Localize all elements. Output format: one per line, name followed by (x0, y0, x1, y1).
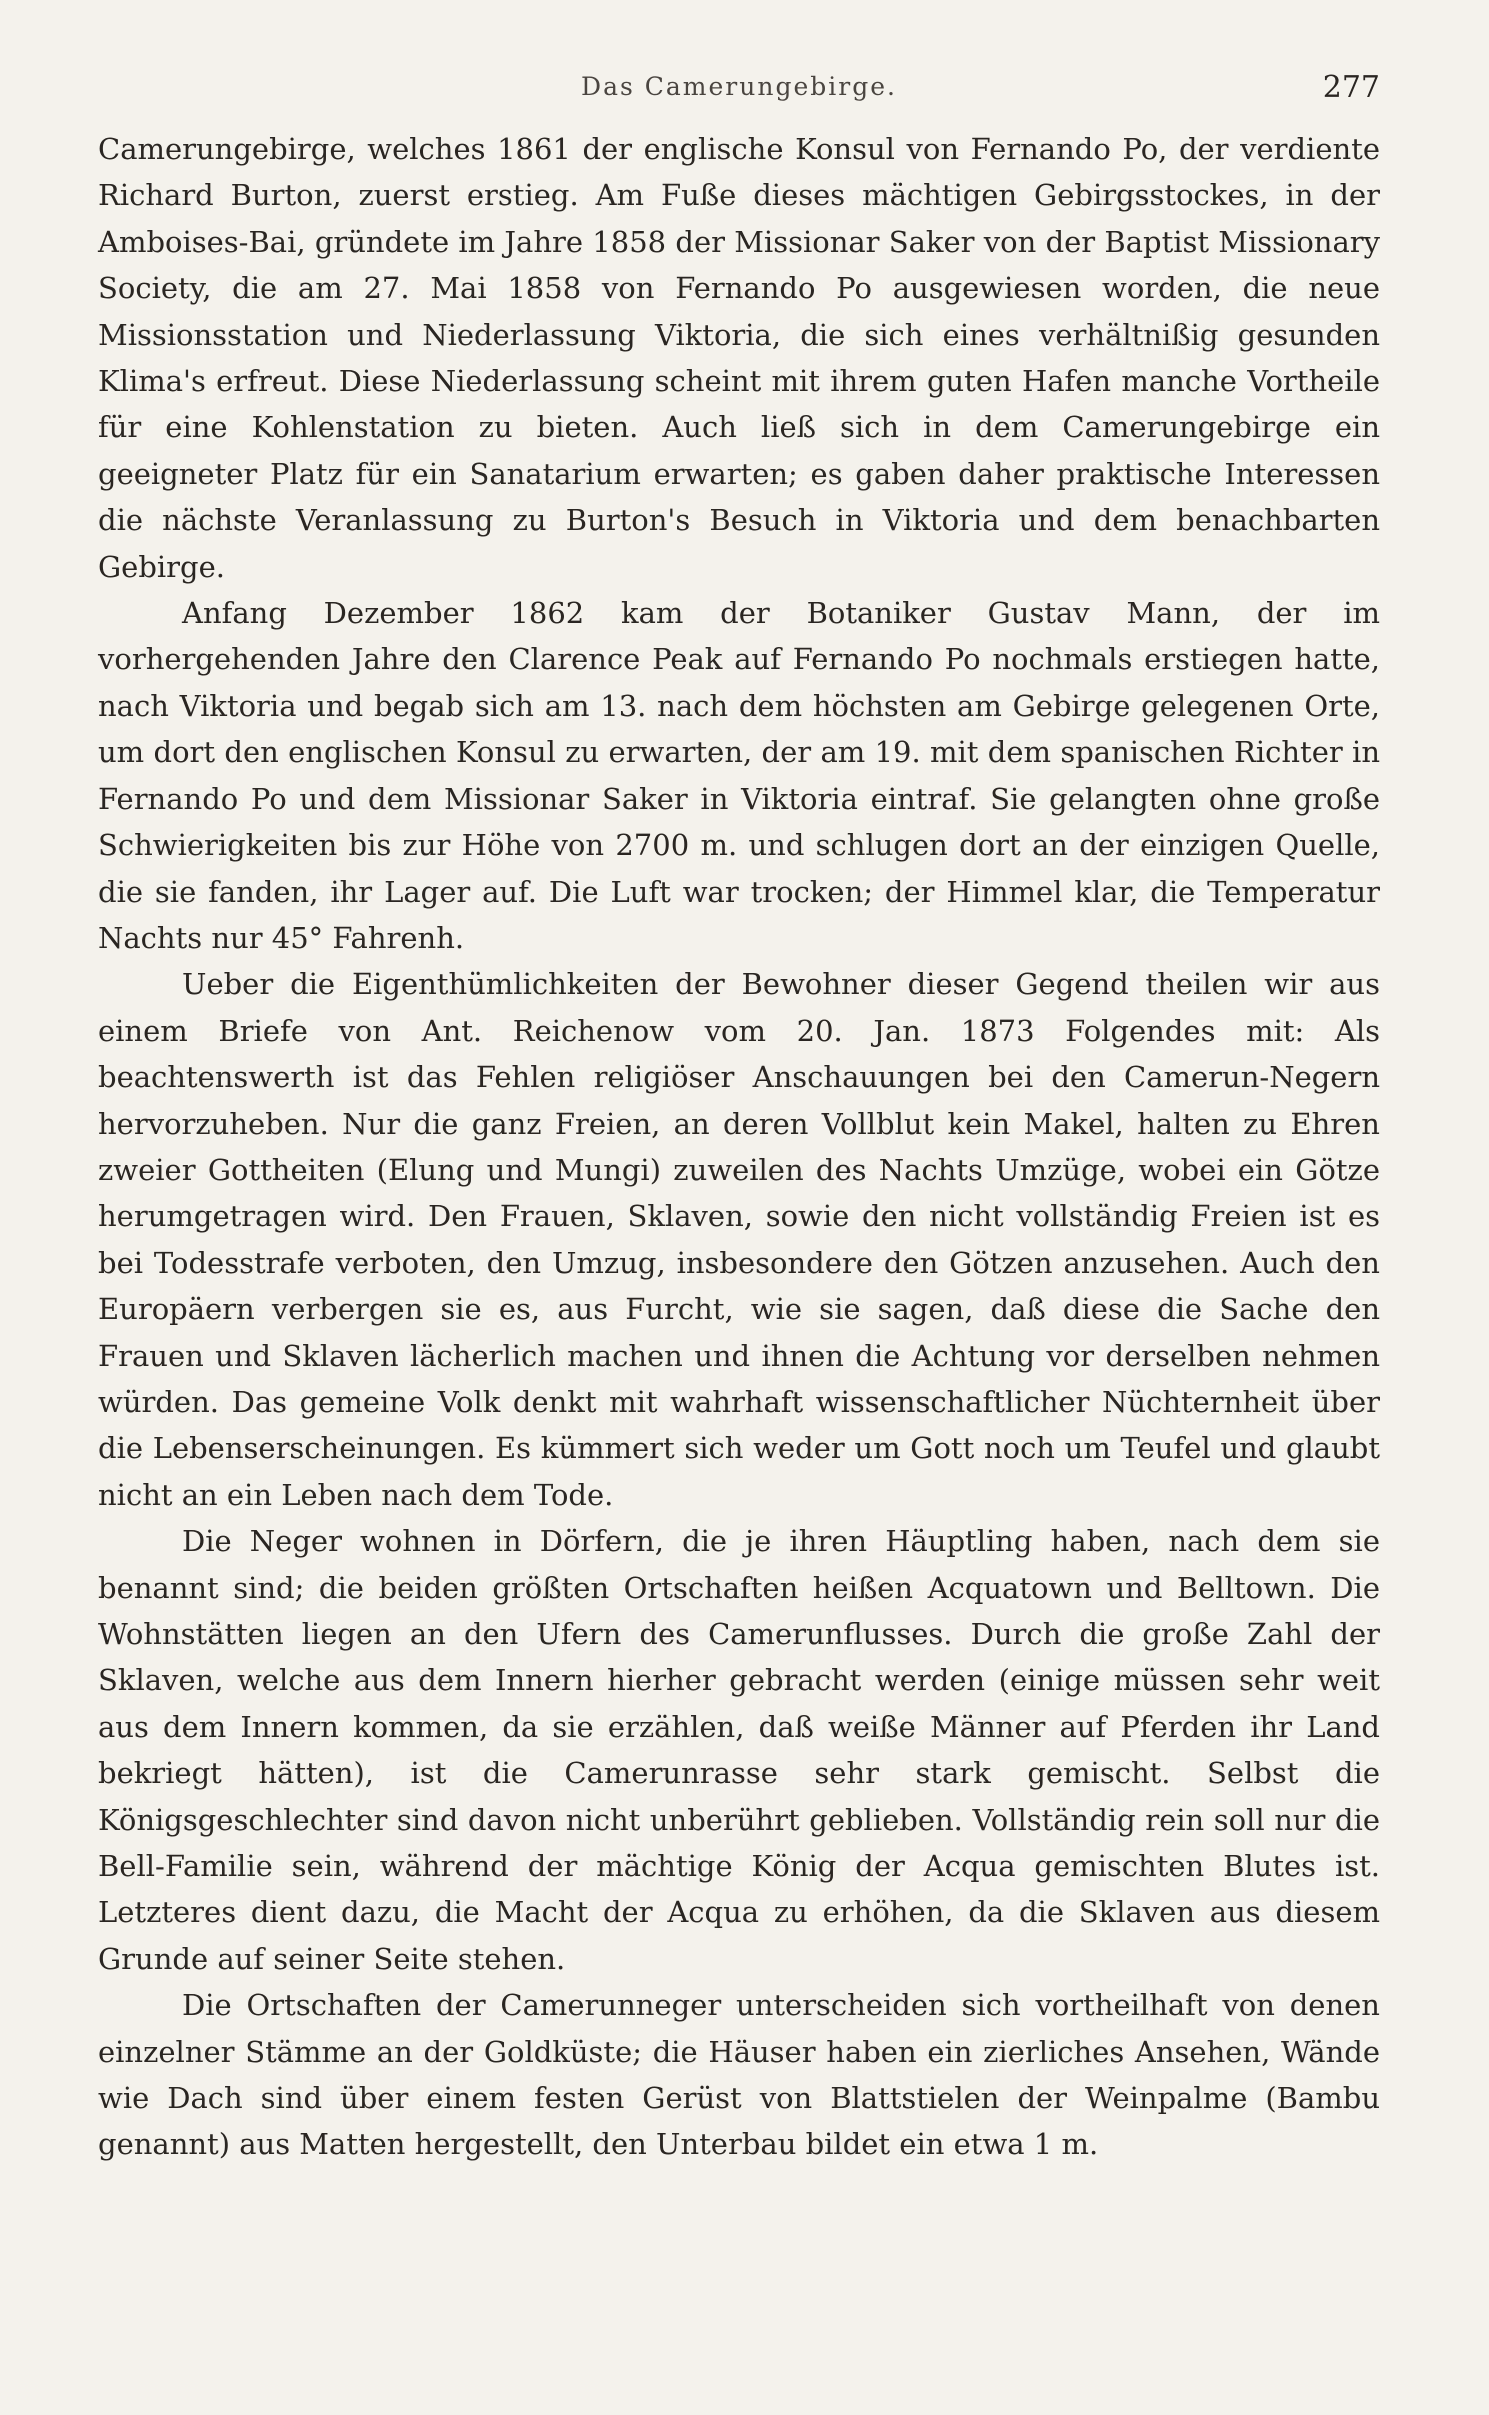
book-page (98, 62, 1380, 2168)
paragraph-camerungebirge-ascent: Camerungebirge, welches 1861 der englische Konsul von Fernando Po, der verdiente Richard Burton, zuerst erstieg. Am Fuße dieses mächtigen Gebirgsstockes, in der Amboises-Bai, gründete im Jahre 1858 der Missionar Saker von der Baptist Missionary Society, die am 27. Mai 1858 von Fernando Po ausgewiesen worden, die neue Missionsstation und Niederlassung Viktoria, die sich eines verhältnißig gesunden Klima's erfreut. Diese Niederlassung scheint mit ihrem guten Hafen manche Vortheile für eine Kohlenstation zu bieten. Auch ließ sich in dem Camerungebirge ein geeigneter Platz für ein Sanatarium erwarten; es gaben daher praktische Interessen die nächste Veranlassung zu Burton's Besuch in Viktoria und dem benachbarten Gebirge. (98, 132, 1380, 584)
page-number: 277 (1322, 70, 1380, 105)
paragraph-inhabitants-religion: Ueber die Eigenthümlichkeiten der Bewohner dieser Gegend theilen wir aus einem Briefe von Ant. Reichenow vom 20. Jan. 1873 Folgendes mit: Als beachtenswerth ist das Fehlen religiöser Anschauungen bei den Camerun-Negern hervorzuheben. Nur die ganz Freien, an deren Vollblut kein Makel, halten zu Ehren zweier Gottheiten (Elung und Mungi) zuweilen des Nachts Umzüge, wobei ein Götze herumgetragen wird. Den Frauen, Sklaven, sowie den nicht vollständig Freien ist es bei Todesstrafe verboten, den Umzug, insbesondere den Götzen anzusehen. Auch den Europäern verbergen sie es, aus Furcht, wie sie sagen, daß diese die Sache den Frauen und Sklaven lächerlich machen und ihnen die Achtung vor derselben nehmen würden. Das gemeine Volk denkt mit wahrhaft wissenschaftlicher Nüchternheit über die Lebenserscheinungen. Es kümmert sich weder um Gott noch um Teufel und glaubt nicht an ein Leben nach dem Tode. (98, 967, 1380, 1512)
paragraph-mann-expedition: Anfang Dezember 1862 kam der Botaniker Gustav Mann, der im vorhergehenden Jahre den Clarence Peak auf Fernando Po nochmals erstiegen hatte, nach Viktoria und begab sich am 13. nach dem höchsten am Gebirge gelegenen Orte, um dort den englischen Konsul zu erwarten, der am 19. mit dem spanischen Richter in Fernando Po und dem Missionar Saker in Viktoria eintraf. Sie gelangten ohne große Schwierigkeiten bis zur Höhe von 2700 m. und schlugen dort an der einzigen Quelle, die sie fanden, ihr Lager auf. Die Luft war trocken; der Himmel klar, die Temperatur Nachts nur 45° Fahrenh. (98, 596, 1380, 955)
paragraph-villages: Die Neger wohnen in Dörfern, die je ihren Häuptling haben, nach dem sie benannt sind; die beiden größten Ortschaften heißen Acquatown und Belltown. Die Wohnstätten liegen an den Ufern des Camerunflusses. Durch die große Zahl der Sklaven, welche aus dem Innern hierher gebracht werden (einige müssen sehr weit aus dem Innern kommen, da sie erzählen, daß weiße Männer auf Pferden ihr Land bekriegt hätten), ist die Camerunrasse sehr stark gemischt. Selbst die Königsgeschlechter sind davon nicht unberührt geblieben. Vollständig rein soll nur die Bell-Familie sein, während der mächtige König der Acqua gemischten Blutes ist. Letzteres dient dazu, die Macht der Acqua zu erhöhen, da die Sklaven aus diesem Grunde auf seiner Seite stehen. (98, 1524, 1380, 1976)
running-head (98, 62, 1380, 118)
running-title: Das Camerungebirge. (581, 72, 897, 101)
paragraph-houses: Die Ortschaften der Camerunneger unterscheiden sich vortheilhaft von denen einzelner Stämme an der Goldküste; die Häuser haben ein zierliches Ansehen, Wände wie Dach sind über einem festen Gerüst von Blattstielen der Weinpalme (Bambu genannt) aus Matten hergestellt, den Unterbau bildet ein etwa 1 m. (98, 1988, 1380, 2162)
body-text (98, 126, 1380, 2168)
